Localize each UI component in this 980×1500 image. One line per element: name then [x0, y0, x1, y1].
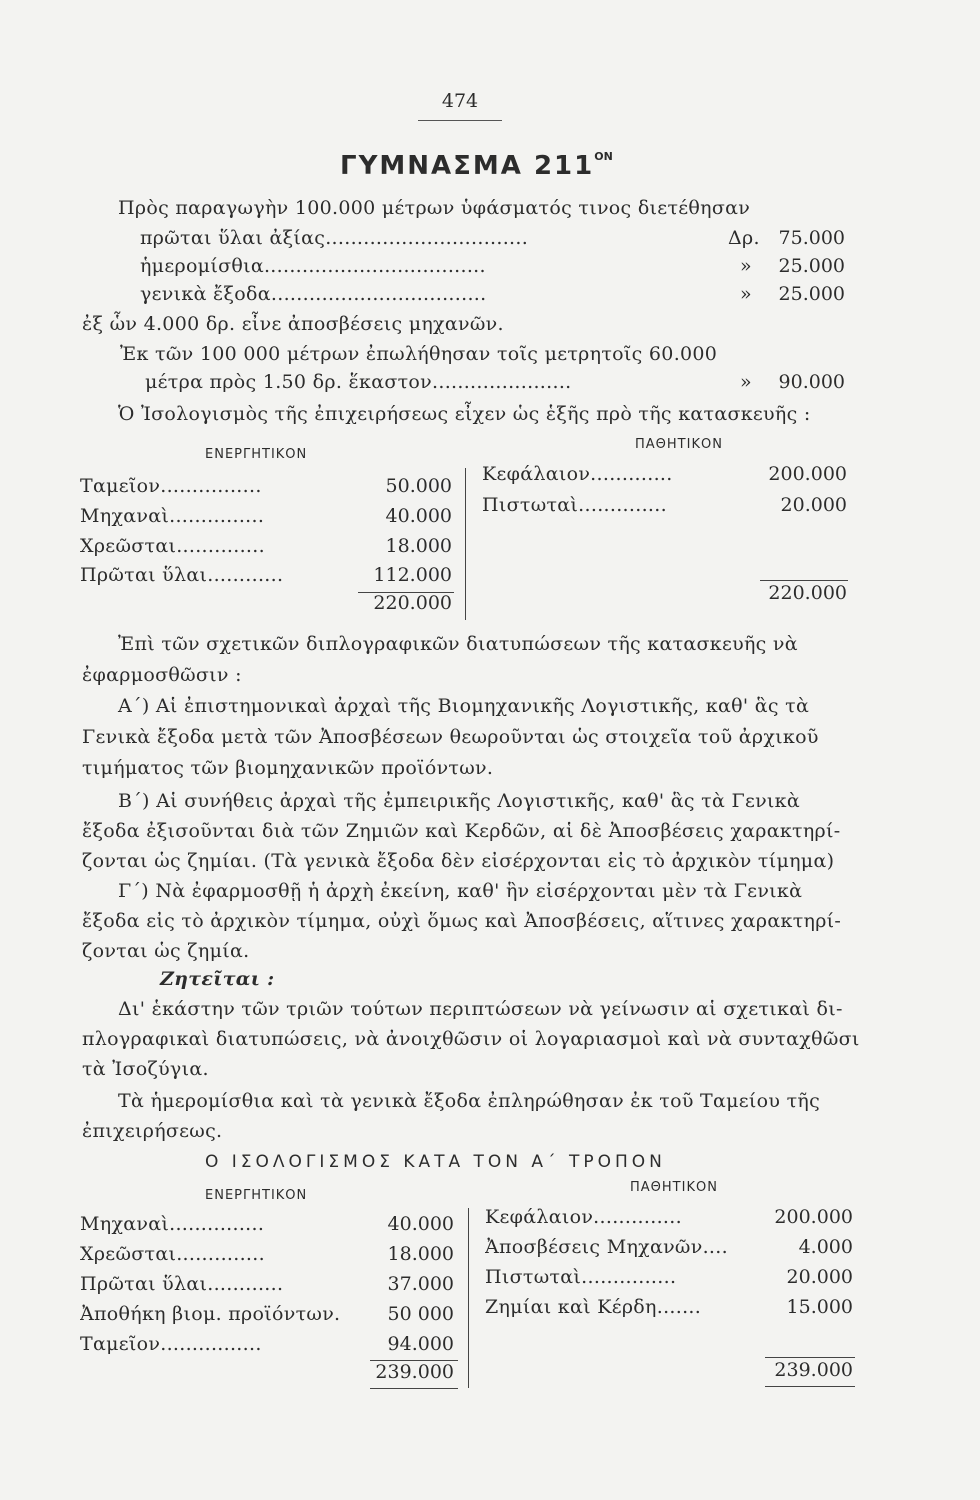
para-wages-line-2: ἐπιχειρήσεως. [82, 1120, 223, 1142]
para-c-line-1: Γ΄) Νὰ ἐφαρμοσθῇ ἡ ἀρχὴ ἐκείνη, καθ' ἣν εἰσέρχονται μὲν τὰ Γενικὰ [118, 880, 803, 902]
page-number: 474 [441, 90, 479, 112]
balance2-liabilities-total: 239.000 [774, 1359, 853, 1381]
intro-price-label: μέτρα πρὸς 1.50 δρ. ἕκαστον...................... [145, 371, 572, 393]
balance2-assets-label: ΕΝΕΡΓΗΤΙΚΟΝ [205, 1188, 308, 1203]
para-c-line-3: ζονται ὡς ζημία. [82, 940, 250, 962]
cost-value-wages: 25.000 [778, 255, 845, 277]
cost-label-wages: ἡμερομίσθια................................... [140, 255, 486, 277]
balance2-liability-value: 20.000 [786, 1266, 853, 1288]
balance2-asset-value: 37.000 [387, 1273, 454, 1295]
intro-sold-line: Ἐκ τῶν 100 000 μέτρων ἐπωλήθησαν τοῖς μετρητοῖς 60.000 [120, 343, 718, 365]
balance2-title: Ο ΙΣΟΛΟΓΙΣΜΟΣ ΚΑΤΑ ΤΟΝ Α΄ ΤΡΟΠΟΝ [205, 1152, 666, 1172]
intro-depreciation-line: ἐξ ὧν 4.000 δρ. εἶνε ἀποσβέσεις μηχανῶν. [82, 313, 504, 335]
para-a-line-1: Α΄) Αἱ ἐπιστημονικαὶ ἀρχαὶ τῆς Βιομηχανικῆς Λογιστικῆς, καθ' ἃς τὰ [118, 695, 810, 717]
balance1-asset-value: 50.000 [385, 475, 452, 497]
balance2-liability-name: Ζημίαι καὶ Κέρδη....... [485, 1296, 702, 1318]
balance1-liability-name: Κεφάλαιον............. [482, 463, 673, 485]
balance2-assets-total-underline [370, 1388, 458, 1389]
balance1-liability-value: 20.000 [780, 494, 847, 516]
balance2-liability-name: Πιστωταὶ............... [485, 1266, 677, 1288]
para-required-line-1: Δι' ἑκάστην τῶν τριῶν τούτων περιπτώσεων νὰ γείνωσιν αἱ σχετικαὶ δι- [118, 998, 843, 1020]
exercise-title [340, 150, 613, 181]
para-required-line-3: τὰ Ἰσοζύγια. [82, 1058, 209, 1080]
intro-balance-line: Ὁ Ἰσολογισμὸς τῆς ἐπιχειρήσεως εἶχεν ὡς ἑξῆς πρὸ τῆς κατασκευῆς : [118, 403, 811, 425]
required-heading: Ζητεῖται : [160, 968, 275, 990]
balance2-asset-value: 18.000 [387, 1243, 454, 1265]
balance1-liability-value: 200.000 [768, 463, 847, 485]
para-intro-line-2: ἐφαρμοσθῶσιν : [82, 664, 242, 686]
cost-value-overheads: 25.000 [778, 283, 845, 305]
cost-label-raw-materials: πρῶται ὕλαι ἀξίας................................ [140, 227, 529, 249]
balance2-asset-value: 40.000 [387, 1213, 454, 1235]
cost-prefix-wages: » [740, 255, 752, 277]
balance1-assets-label: ΕΝΕΡΓΗΤΙΚΟΝ [205, 447, 308, 462]
intro-price-prefix: » [740, 371, 752, 393]
balance2-liability-name: Κεφάλαιον.............. [485, 1206, 682, 1228]
balance2-asset-value: 94.000 [387, 1333, 454, 1355]
balance1-asset-name: Μηχαναὶ............... [80, 505, 265, 527]
para-b-line-3: ζονται ὡς ζημίαι. (Τὰ γενικὰ ἔξοδα δὲν εἰσέρχονται εἰς τὸ ἀρχικὸν τίμημα) [82, 850, 835, 872]
para-required-line-2: πλογραφικαὶ διατυπώσεις, νὰ ἀνοιχθῶσιν οἱ λογαριασμοὶ καὶ νὰ συνταχθῶσι [82, 1028, 860, 1050]
balance1-liabilities-total-rule [760, 580, 848, 581]
exercise-title-suffix: ΟΝ [594, 150, 613, 163]
cost-value-raw-materials: 75.000 [778, 227, 845, 249]
balance1-asset-name: Χρεῶσται.............. [80, 535, 265, 557]
balance1-liabilities-label: ΠΑΘΗΤΙΚΟΝ [635, 437, 723, 452]
para-intro-line-1: Ἐπὶ τῶν σχετικῶν διπλογραφικῶν διατυπώσεων τῆς κατασκευῆς νὰ [118, 633, 798, 655]
cost-prefix-overheads: » [740, 283, 752, 305]
para-b-line-1: Β΄) Αἱ συνήθεις ἀρχαὶ τῆς ἐμπειρικῆς Λογιστικῆς, καθ' ἃς τὰ Γενικὰ [118, 790, 800, 812]
cost-label-overheads: γενικὰ ἔξοδα.................................. [140, 283, 487, 305]
balance2-liabilities-label: ΠΑΘΗΤΙΚΟΝ [630, 1180, 718, 1195]
balance2-liability-name: Ἀποσβέσεις Μηχανῶν.... [485, 1236, 728, 1258]
balance1-asset-name: Ταμεῖον................ [80, 475, 262, 497]
balance2-asset-name: Ταμεῖον................ [80, 1333, 262, 1355]
para-b-line-2: ἔξοδα ἐξισοῦνται διὰ τῶν Ζημιῶν καὶ Κερδῶν, αἱ δὲ Ἀποσβέσεις χαρακτηρί- [82, 820, 841, 842]
balance1-asset-name: Πρῶται ὕλαι............ [80, 564, 284, 586]
balance1-liability-name: Πιστωταὶ.............. [482, 494, 667, 516]
balance1-asset-value: 40.000 [385, 505, 452, 527]
balance2-liability-value: 200.000 [774, 1206, 853, 1228]
balance2-asset-name: Χρεῶσται.............. [80, 1243, 265, 1265]
balance1-asset-value: 18.000 [385, 535, 452, 557]
balance1-divider [465, 468, 466, 620]
balance2-liability-value: 4.000 [798, 1236, 853, 1258]
intro-line-1: Πρὸς παραγωγὴν 100.000 μέτρων ὑφάσματός τινος διετέθησαν [118, 197, 751, 219]
para-a-line-3: τιμήματος τῶν βιομηχανικῶν προϊόντων. [82, 757, 494, 779]
balance2-asset-name: Μηχαναὶ............... [80, 1213, 265, 1235]
intro-price-value: 90.000 [778, 371, 845, 393]
balance1-asset-value: 112.000 [373, 564, 452, 586]
balance1-liabilities-total: 220.000 [768, 582, 847, 604]
balance2-liabilities-total-rule [765, 1357, 855, 1358]
para-a-line-2: Γενικὰ ἔξοδα μετὰ τῶν Ἀποσβέσεων θεωροῦνται ὡς στοιχεῖα τοῦ ἀρχικοῦ [82, 726, 819, 748]
balance2-assets-total: 239.000 [375, 1361, 454, 1383]
balance2-asset-value: 50 000 [387, 1303, 454, 1325]
balance2-liability-value: 15.000 [786, 1296, 853, 1318]
balance2-asset-name: Ἀποθήκη βιομ. προϊόντων. [80, 1303, 341, 1325]
page-number-rule [418, 120, 502, 121]
balance2-asset-name: Πρῶται ὕλαι............ [80, 1273, 284, 1295]
exercise-title-text: ΓΥΜΝΑΣΜΑ 211 [340, 151, 595, 181]
cost-prefix-raw-materials: Δρ. [728, 227, 760, 249]
balance2-divider [468, 1208, 469, 1388]
para-wages-line-1: Τὰ ἡμερομίσθια καὶ τὰ γενικὰ ἔξοδα ἐπληρώθησαν ἐκ τοῦ Ταμείου τῆς [118, 1090, 821, 1112]
para-c-line-2: ἔξοδα εἰς τὸ ἀρχικὸν τίμημα, οὐχὶ ὅμως καὶ Ἀποσβέσεις, αἵτινες χαρακτηρί- [82, 910, 842, 932]
balance2-liabilities-total-underline [765, 1386, 855, 1387]
balance1-assets-total: 220.000 [373, 592, 452, 614]
